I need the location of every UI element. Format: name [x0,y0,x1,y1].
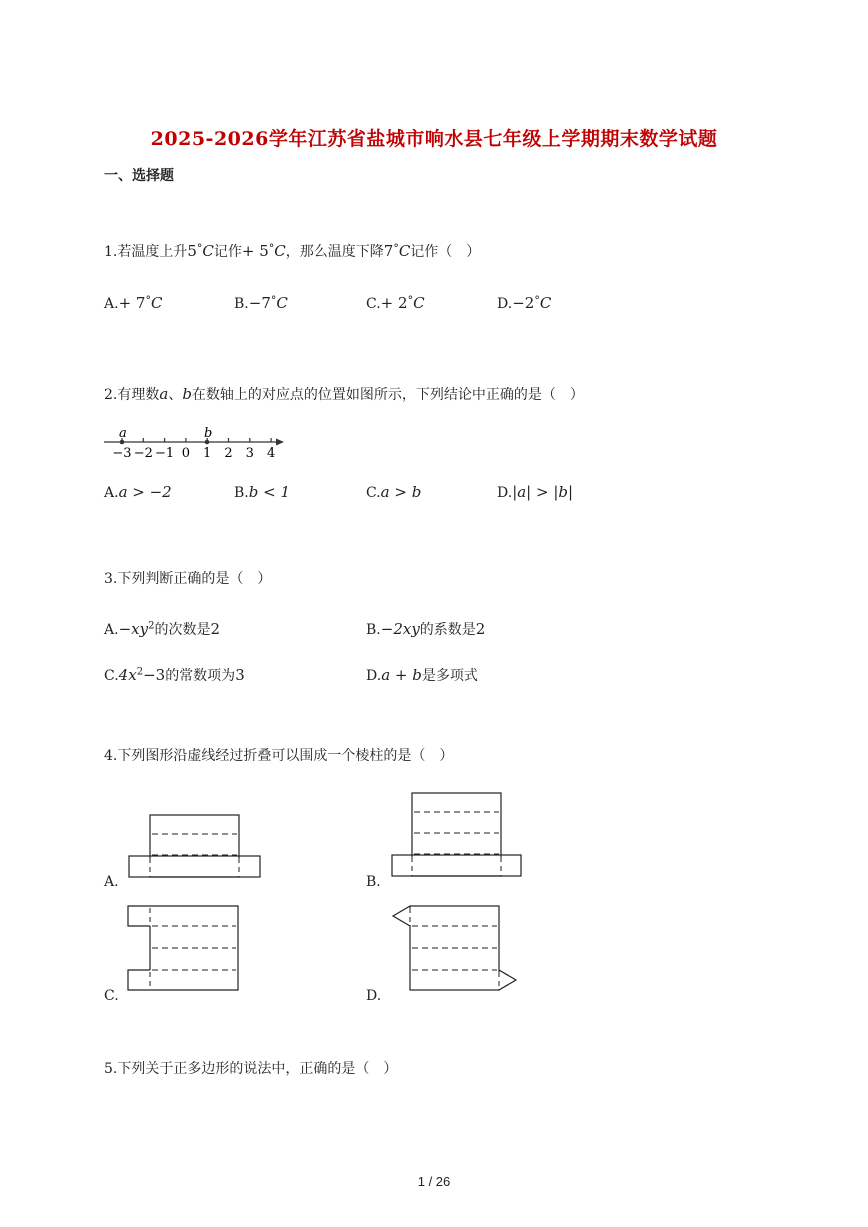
q3-option-a-text: 的次数是 [154,622,211,638]
q2-option-b-expr: b < 1 [248,483,290,501]
q2-text-b: 在数轴上的对应点的位置如图所示，下列结论中正确的是（ ） [191,387,584,403]
number-line-tick-label: −1 [155,446,175,460]
question-3-stem: 3.下列判断正确的是（ ） [104,571,272,587]
q3-option-c-text: 的常数项为 [165,668,236,684]
q1-unit-2: C [274,242,286,260]
q2-option-c-label: C. [366,485,381,501]
q1-option-d-num: −2 [512,294,535,312]
q2-option-d-expr: |a| > |b| [512,483,574,501]
q3-option-a-val: 2 [210,620,220,638]
point-a-label: a [119,426,127,441]
q1-option-c-num: + 2 [380,294,408,312]
q3-option-d-text: 是多项式 [421,668,478,684]
q4-figure-d [390,902,522,994]
number-line-tick-label: 2 [224,446,233,460]
q4-figure-b [389,790,525,880]
q2-option-a-expr: a > −2 [118,483,172,501]
q2-option-c-expr: a > b [380,483,422,501]
page-number: 1 / 26 [417,1174,451,1189]
number-line-tick-label: −3 [112,446,132,460]
q1-text-b: 记作 [213,244,242,260]
q4-figure-a [126,812,264,880]
q1-option-b-label: B. [234,296,249,312]
q2-text-a: 2.有理数 [104,387,160,403]
q1-text-d: 记作（ ） [410,244,481,260]
q1-option-a-deg: ° [145,294,151,307]
q1-option-b-num: −7 [248,294,271,312]
q2-option-b[interactable] [234,483,290,501]
q3-option-b-label: B. [366,622,381,638]
q3-option-b-val: 2 [475,620,486,638]
q1-option-a[interactable] [104,294,162,312]
q1-option-c-unit: C [413,294,425,312]
q3-option-d-expr: a + b [381,666,422,684]
q2-var-b: b [182,385,192,403]
q1-degree-3: ° [393,242,399,255]
question-4-stem: 4.下列图形沿虚线经过折叠可以围成一个棱柱的是（ ） [104,748,454,764]
q1-unit-3: C [398,242,411,260]
q4-option-a[interactable]: A. [104,874,119,890]
q3-option-b[interactable] [366,619,485,639]
q2-sep: 、 [168,387,183,403]
q3-option-d-label: D. [366,668,382,684]
q1-degree-2: ° [268,242,275,255]
q1-option-d-deg: ° [534,294,540,307]
q3-option-c-label: C. [104,668,119,684]
number-line [100,424,290,460]
question-1-stem [104,241,480,261]
q1-option-a-label: A. [104,296,119,312]
q1-option-a-num: + 7 [118,294,146,312]
q1-option-b[interactable] [234,294,288,312]
q1-option-b-deg: ° [270,294,277,307]
q3-option-a[interactable] [104,619,220,639]
number-line-tick-label: −2 [133,446,153,460]
q3-option-a-label: A. [104,622,119,638]
section-heading: 一、选择题 [104,168,174,184]
q1-option-c-label: C. [366,296,381,312]
question-2-stem [104,384,584,404]
q4-figure-c [125,902,243,994]
q2-option-d-label: D. [497,485,513,501]
q2-option-a[interactable] [104,483,172,501]
q1-option-d[interactable] [497,294,551,312]
q2-var-a: a [159,385,169,403]
q1-text-c: ，那么温度下降 [285,244,384,260]
q3-option-d[interactable] [366,665,478,685]
number-line-tick-label: 1 [203,446,212,460]
number-line-ticks [112,438,275,460]
q3-option-a-expr: −xy [118,620,149,638]
q3-option-c-sup: 2 [136,666,144,678]
q1-option-d-unit: C [539,294,552,312]
q1-option-b-unit: C [276,294,288,312]
q3-option-c-tail: −3 [143,666,166,684]
q1-option-a-unit: C [150,294,163,312]
q1-unit-1: C [202,242,214,260]
q3-option-a-sup: 2 [148,620,155,632]
q2-option-d[interactable] [497,483,573,501]
q2-option-c[interactable] [366,483,421,501]
q1-math-3: 7 [383,242,394,260]
point-b-label: b [204,426,213,441]
q4-option-b[interactable]: B. [366,874,381,890]
q1-text-a: 1.若温度上升 [104,244,188,260]
q3-option-b-expr: −2xy [380,620,420,638]
q2-option-a-label: A. [104,485,119,501]
q2-option-b-label: B. [234,485,249,501]
q1-degree-1: ° [196,242,203,255]
q4-option-d[interactable]: D. [366,988,382,1004]
q1-math-2: + 5 [241,242,269,260]
q1-option-d-label: D. [497,296,513,312]
q1-math-1: 5 [187,242,197,260]
q1-option-c[interactable] [366,294,425,312]
q3-option-c-expr: 4x [118,666,137,684]
number-line-tick-label: 0 [181,446,191,460]
question-5-stem: 5.下列关于正多边形的说法中，正确的是（ ） [104,1061,398,1077]
q3-option-c[interactable] [104,665,245,685]
page-title: 2025-2026学年江苏省盐城市响水县七年级上学期期末数学试题 [150,128,718,150]
q3-option-b-text: 的系数是 [419,622,476,638]
q1-option-c-deg: ° [407,294,414,307]
number-line-tick-label: 3 [245,446,254,460]
number-line-tick-label: 4 [266,446,276,460]
number-line-arrow [276,439,284,446]
q4-option-c[interactable]: C. [104,988,119,1004]
q3-option-c-val: 3 [235,666,245,684]
